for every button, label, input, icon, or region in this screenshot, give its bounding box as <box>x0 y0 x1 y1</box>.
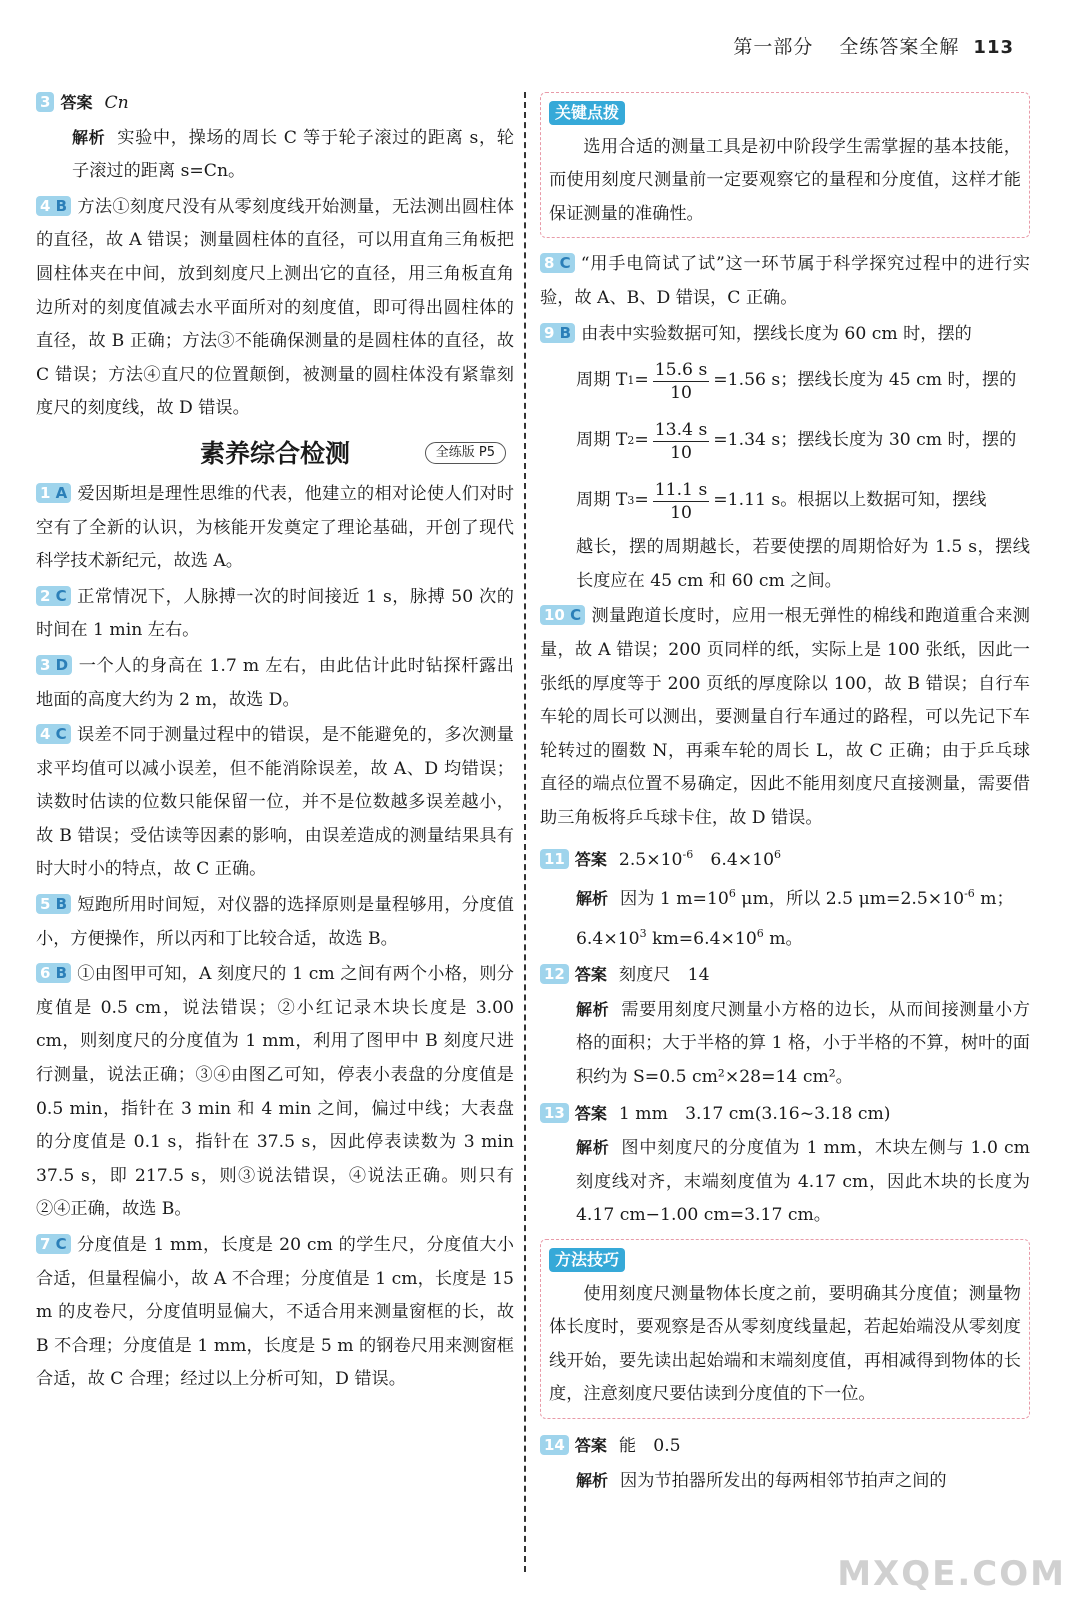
analysis-text: 图中刻度尺的分度值为 1 mm，木块左侧与 1.0 cm 刻度线对齐，末端刻度值为 4.17 cm，因此木块的长度为 4.17 cm−1.00 cm=3.17 cm。 <box>576 1138 1030 1226</box>
analysis-text: 分度值是 1 mm，长度是 20 cm 的学生尺，分度值大小合适，但量程偏小，故 A 不合理；分度值是 1 cm，长度是 15 m 的皮卷尺，分度值明显偏大，不适合用来测量窗框的长，故 B 不合理；分度值是 1 mm，长度是 5 m 的钢卷尺用来测窗框合适，故 C 合理；经过以上分析可知，D 错误。 <box>36 1235 514 1390</box>
answer-value: 1 mm 3.17 cm(3.16~3.18 cm) <box>618 1103 891 1124</box>
answer-value: 能 0.5 <box>618 1436 681 1456</box>
left-column <box>36 86 514 1399</box>
question-badge: 12 <box>540 964 569 984</box>
analysis-label: 解析 <box>72 127 106 147</box>
answer-item-q4 <box>36 191 514 426</box>
analysis-text: 由表中实验数据可知，摆线长度为 60 cm 时，摆的 <box>581 323 972 344</box>
answer-item-s2 <box>36 581 514 648</box>
answer-item-s3 <box>36 650 514 717</box>
analysis-text: 因为节拍器所发出的每两相邻节拍声之间的 <box>620 1470 947 1491</box>
fraction: $\frac{13.4 s}{10}$ <box>654 419 708 463</box>
answer-item-s5 <box>36 889 514 956</box>
question-badge: 7 C <box>36 1234 71 1254</box>
question-badge: 13 <box>540 1103 569 1123</box>
key-tip-box <box>540 92 1030 238</box>
answer-value: 刻度尺 14 <box>618 965 710 986</box>
answer-item-s8 <box>540 248 1030 315</box>
question-badge: 11 <box>540 849 569 869</box>
analysis-text: 一个人的身高在 1.7 m 左右，由此估计此时钻探杆露出地面的高度大约为 2 m，故选 D。 <box>36 655 514 710</box>
watermark-logo: MXQE.COM <box>837 1554 1066 1594</box>
analysis-label: 解析 <box>576 999 610 1019</box>
question-badge: 3 <box>36 92 54 112</box>
answer-label: 答案 <box>574 849 607 869</box>
fraction: $\frac{15.6 s}{10}$ <box>654 359 708 403</box>
question-badge: 10 C <box>540 605 585 625</box>
answer-item-s9 <box>540 318 1030 599</box>
answer-item-s1 <box>36 478 514 579</box>
formula-line-2: 周期 T 2 = $\frac{13.4 s}{10}$ =1.34 s；摆线长度为 30 cm 时，摆的 <box>576 419 1017 463</box>
question-badge: 3 D <box>36 655 72 675</box>
question-badge: 6 B <box>36 963 71 983</box>
analysis-text: 方法①刻度尺没有从零刻度线开始测量，无法测出圆柱体的直径，故 A 错误；测量圆柱体的直径，可以用直角三角板把圆柱体夹在中间，放到刻度尺上测出它的直径，用三角板直角边所对的刻度值减去水平面所对的刻度值，即可得出圆柱体的直径，故 B 正确；方法③不能确保测量的是圆柱体的直径，故 C 错误；方法④直尺的位置颠倒，被测量的圆柱体没有紧靠刻度尺的刻度线，故 D 错误。 <box>36 196 514 419</box>
question-badge: 4 B <box>36 196 71 216</box>
page-header <box>733 32 1014 59</box>
analysis-text: ①由图甲可知，A 刻度尺的 1 cm 之间有两个小格，则分度值是 0.5 cm，说法错误；②小红记录木块长度是 3.00 cm，则刻度尺的分度值为 1 mm，利用了图甲中 B 刻度尺进行测量，说法正确；③④由图乙可知，停表小表盘的分度值是 0.5 min，指针在 3 min 和 4 min 之间，偏过中线；大表盘的分度值是 0.1 s，指针在 37.5 s，因此停表读数为 3 min 37.5 s，即 217.5 s，则③说法错误，④说法正确。则只有②④正确，故选 B。 <box>36 964 514 1220</box>
analysis-text: 测量跑道长度时，应用一根无弹性的棉线和跑道重合来测量，故 A 错误；200 页同样的纸，实际上是 100 张纸，因此一张纸的厚度等于 200 页纸的厚度除以 100，故 B 错误；自行车车轮的周长可以测出，要测量自行车通过的路程，可以先记下车轮转过的圈数 N，再乘车轮的周长 L，故 C 正确；由于乒乓球直径的端点位置不易确定，因此不能用刻度尺直接测量，需要借助三角板将乒乓球卡住，故 D 错误。 <box>540 606 1030 828</box>
answer-label: 答案 <box>60 93 93 112</box>
fraction: $\frac{11.1 s}{10}$ <box>654 479 708 523</box>
answer-item-s14 <box>540 1429 1030 1498</box>
question-badge: 1 A <box>36 483 71 503</box>
analysis-text: 实验中，操场的周长 C 等于轮子滚过的距离 s，轮子滚过的距离 s=Cn。 <box>72 127 514 182</box>
answer-value: Cn <box>104 93 129 113</box>
answer-label: 答案 <box>574 965 607 985</box>
question-badge: 8 C <box>540 253 575 273</box>
section-title: 素养综合检测 <box>199 438 350 468</box>
method-tip-text: 使用刻度尺测量物体长度之前，要明确其分度值；测量物体长度时，要观察是否从零刻度线量起，若起始端没从零刻度线开始，要先读出起始端和末端刻度值，再相减得到物体的长度，注意刻度尺要估读到分度值的下一位。 <box>549 1283 1021 1405</box>
formula-line-1: 周期 T 1 = $\frac{15.6 s}{10}$ =1.56 s；摆线长度为 45 cm 时，摆的 <box>576 359 1017 403</box>
answer-item-s13 <box>540 1097 1030 1233</box>
header-title: 全练答案全解 <box>839 36 960 58</box>
column-divider <box>524 92 526 1572</box>
analysis-tail: 越长，摆的周期越长，若要使摆的周期恰好为 1.5 s，摆线长度应在 45 cm 和 60 cm 之间。 <box>576 537 1030 591</box>
key-tip-title: 关键点拨 <box>549 101 625 125</box>
key-tip-text: 选用合适的测量工具是初中阶段学生需掌握的基本技能，而使用刻度尺测量前一定要观察它的量程和分度值，这样才能保证测量的准确性。 <box>549 136 1021 224</box>
answer-label: 答案 <box>574 1436 607 1455</box>
analysis-text: 短跑所用时间短，对仪器的选择原则是量程够用，分度值小，方便操作，所以丙和丁比较合适，故选 B。 <box>36 895 514 949</box>
question-badge: 4 C <box>36 724 71 744</box>
analysis-label: 解析 <box>576 1138 610 1158</box>
answer-item-s12 <box>540 958 1030 1094</box>
formula-line-3: 周期 T 3 = $\frac{11.1 s}{10}$ =1.11 s。根据以上数据可知，摆线 <box>576 479 987 523</box>
analysis-label: 解析 <box>576 1470 609 1490</box>
analysis-text: 误差不同于测量过程中的错误，是不能避免的，多次测量求平均值可以减小误差，但不能消除误差，故 A、D 均错误；读数时估读的位数只能保留一位，并不是位数越多误差越小，故 B 错误；受估读等因素的影响，由误差造成的测量结果具有时大时小的特点，故 C 正确。 <box>36 725 514 880</box>
answer-item-q3 <box>36 86 514 189</box>
analysis-text: “用手电筒试了试”这一环节属于科学探究过程中的进行实验，故 A、B、D 错误，C 正确。 <box>540 254 1030 308</box>
method-tip-box <box>540 1239 1030 1419</box>
analysis-text: 爱因斯坦是理性思维的代表，他建立的相对论使人们对时空有了全新的认识，为核能开发奠定了理论基础，开创了现代科学技术新纪元，故选 A。 <box>36 483 514 572</box>
question-badge: 5 B <box>36 894 71 914</box>
header-part: 第一部分 <box>733 36 814 58</box>
right-column <box>540 86 1030 1500</box>
answer-label: 答案 <box>574 1103 607 1123</box>
question-badge: 14 <box>540 1435 569 1455</box>
analysis-label: 解析 <box>576 889 609 909</box>
section-heading <box>36 436 514 472</box>
analysis-text: 需要用刻度尺测量小方格的边长，从而间接测量小方格的面积；大于半格的算 1 格，小于半格的不算，树叶的面积约为 S=0.5 cm²×28=14 cm²。 <box>576 999 1030 1088</box>
question-badge: 9 B <box>540 323 575 343</box>
question-badge: 2 C <box>36 586 71 606</box>
answer-item-s6 <box>36 958 514 1227</box>
answer-item-s4 <box>36 719 514 887</box>
answer-item-s10 <box>540 600 1030 835</box>
method-tip-title: 方法技巧 <box>549 1248 625 1272</box>
page-number: 113 <box>973 37 1014 58</box>
section-tag: 全练版 P5 <box>425 442 506 464</box>
answer-item-s7 <box>36 1229 514 1397</box>
analysis-text: 正常情况下，人脉搏一次的时间接近 1 s，脉搏 50 次的时间在 1 min 左右。 <box>36 586 514 641</box>
answer-item-s11: 11 答案 $2.5\times 10^{-6}$ $6.4\times 10^6$ 解析 因为 1 $m=10^6$ μm，所以 2.5 $\mu m=2.5\times 10^{-6}$ m； $6.4\times 10^3$ $km=6.4\times 10^6$ m。 <box>540 838 1030 957</box>
